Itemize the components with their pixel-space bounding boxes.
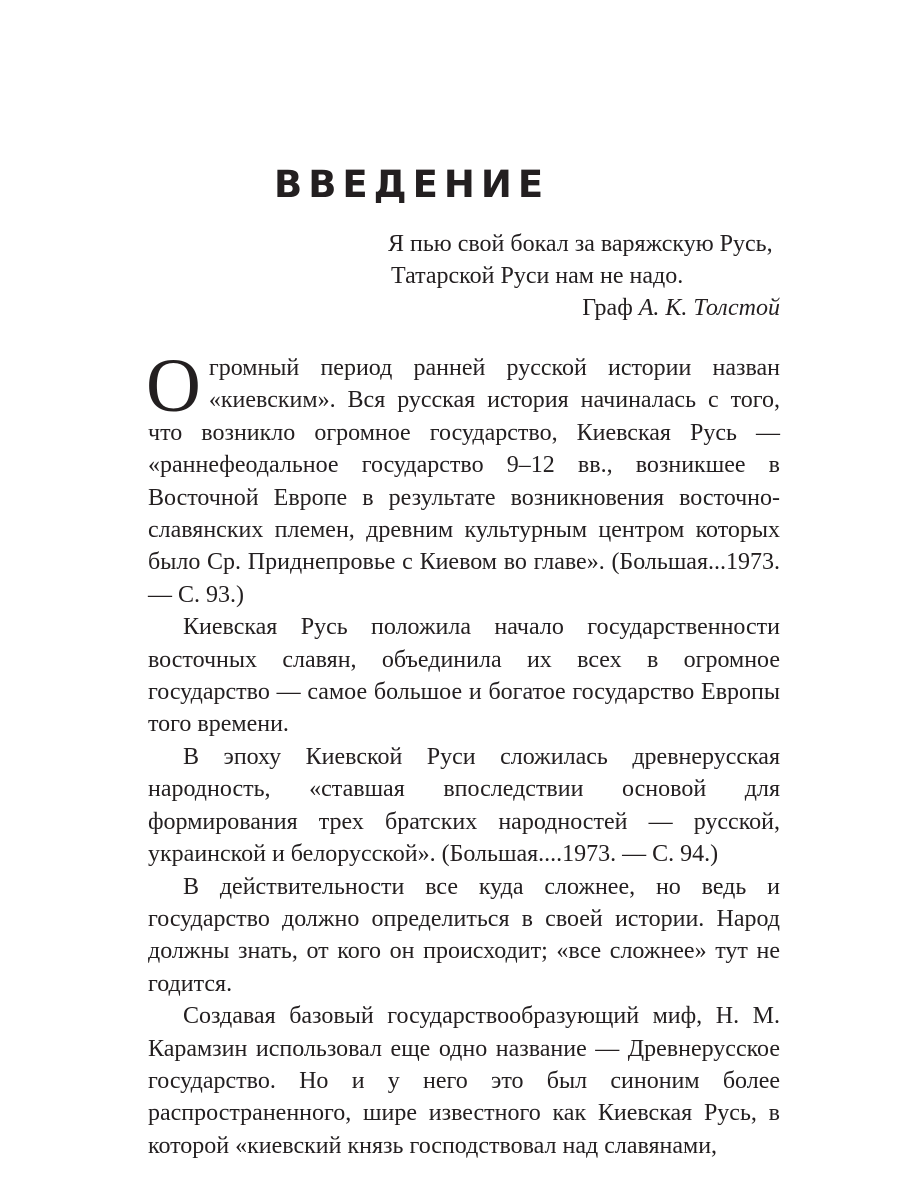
paragraph-3: В эпоху Киевской Руси сложилась древнерусская народность, «ставшая впоследствии основой для формирования трех братских народностей — русской, украинской и белорусской». (Большая....1973. — С. 94.) bbox=[148, 743, 780, 868]
epigraph-line-2: Татарской Руси нам не надо. bbox=[391, 263, 684, 289]
drop-cap: О bbox=[146, 344, 201, 428]
paragraph-1-text: громный период ранней русской истории назван «киевским». Вся русская история начиналась с того, что возникло огромное государство, Киевская Русь — «раннефеодальное государство 9–12 вв., возникшее в Восточной Европе в результате возникновения восточно-славянских племен, древним культурным центром которых было Ср. Приднепровье с Киевом во главе». (Большая...1973. — С. 93.) bbox=[148, 355, 780, 608]
epigraph-author-prefix: Граф bbox=[582, 295, 633, 321]
epigraph-author bbox=[388, 292, 780, 324]
paragraph-2: Киевская Русь положила начало государственности восточных славян, объединила их всех в огромное государство — самое большое и богатое государство Европы того времени. bbox=[148, 614, 780, 738]
paragraph-4: В действительности все куда сложнее, но ведь и государство должно определиться в своей истории. Народ должны знать, от кого он происходит; «все сложнее» тут не годится. bbox=[148, 873, 780, 997]
chapter-heading: ВВЕДЕНИЕ bbox=[274, 163, 550, 206]
epigraph bbox=[388, 228, 780, 324]
body-text bbox=[146, 344, 780, 1162]
epigraph-line-1: Я пью свой бокал за варяжскую Русь, bbox=[388, 231, 773, 257]
paragraph-1 bbox=[146, 344, 780, 611]
epigraph-author-name: А. К. Толстой bbox=[638, 295, 780, 321]
paragraph-5: Создавая базовый государствообразующий миф, Н. М. Карамзин использовал еще одно название — Древнерусское государство. Но и у него это был синоним более распространенного, шире известного как Киевская Русь, в которой «киевский князь господствовал над славянами, bbox=[148, 1003, 780, 1159]
